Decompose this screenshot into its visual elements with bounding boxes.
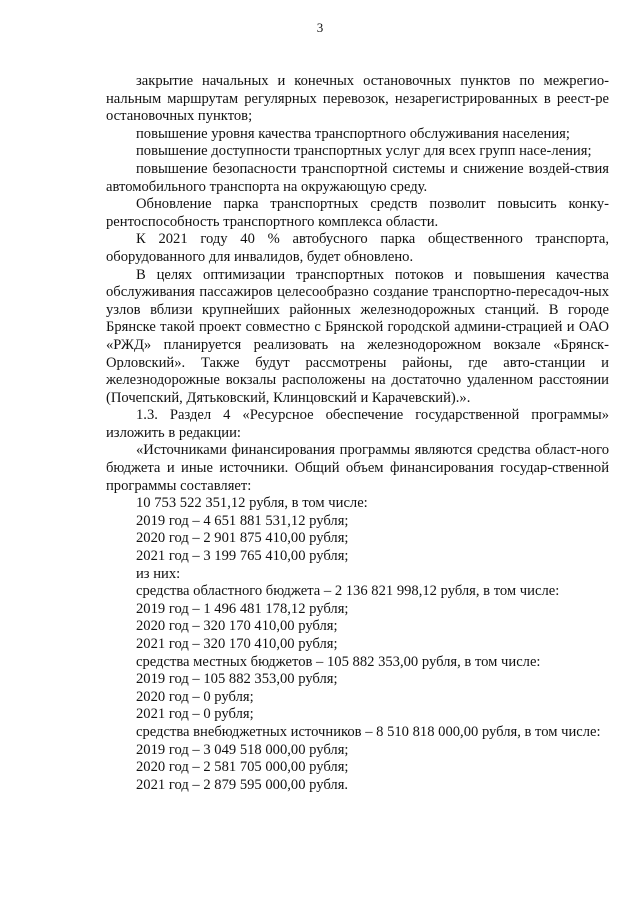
funding-year-line: 2020 год – 0 рубля; xyxy=(136,688,254,705)
funding-year-line: 2019 год – 1 496 481 178,12 рубля; xyxy=(136,600,349,617)
paragraph: 1.3. Раздел 4 «Ресурсное обеспечение государственной программы» изложить в редакции: xyxy=(106,407,609,441)
paragraph: Обновление парка транспортных средств позволит повысить конку-рентоспособность транспортного комплекса области. xyxy=(106,196,609,230)
page-number: 3 xyxy=(316,20,324,35)
funding-source-line: средства местных бюджетов – 105 882 353,00 рубля, в том числе: xyxy=(136,653,541,670)
paragraph: К 2021 году 40 % автобусного парка общественного транспорта, оборудованного для инвалидов, будет обновлено. xyxy=(106,231,609,265)
funding-year-line: 2019 год – 3 049 518 000,00 рубля; xyxy=(136,741,349,758)
funding-year-line: 2021 год – 3 199 765 410,00 рубля; xyxy=(136,548,349,565)
funding-total-line: 10 753 522 351,12 рубля, в том числе: xyxy=(136,495,368,512)
paragraph: закрытие начальных и конечных остановочных пунктов по межрегио-нальным маршрутам регулярных перевозок, незарегистрированных в реест-ре остановочных пунктов; xyxy=(106,73,609,125)
funding-year-line: 2021 год – 0 рубля; xyxy=(136,706,254,723)
document-body xyxy=(106,73,609,794)
funding-year-line: 2020 год – 2 901 875 410,00 рубля; xyxy=(136,530,349,547)
paragraph: «Источниками финансирования программы являются средства област-ного бюджета и иные источники. Общий объем финансирования государ-ственной программы составляет: xyxy=(106,442,609,494)
funding-year-line: 2019 год – 4 651 881 531,12 рубля; xyxy=(136,512,349,529)
paragraph: повышение доступности транспортных услуг для всех групп насе-ления; xyxy=(136,143,592,160)
funding-subheading: из них: xyxy=(136,565,181,582)
paragraph: повышение безопасности транспортной системы и снижение воздей-ствия автомобильного транспорта на окружающую среду. xyxy=(106,160,609,195)
funding-year-line: 2021 год – 320 170 410,00 рубля; xyxy=(136,636,338,652)
funding-source-line: средства внебюджетных источников – 8 510 818 000,00 рубля, в том числе: xyxy=(136,723,601,740)
funding-year-line: 2020 год – 320 170 410,00 рубля; xyxy=(136,618,338,635)
funding-year-line: 2021 год – 2 879 595 000,00 рубля. xyxy=(136,776,349,793)
funding-year-line: 2020 год – 2 581 705 000,00 рубля; xyxy=(136,759,349,776)
paragraph: В целях оптимизации транспортных потоков и повышения качества обслуживания пассажиров целесообразно создание транспортно-пересадоч-ных узлов вблизи крупнейших районных железнодорожных станций. В городе Брянске такой проект совместно с Брянской городской админи-страцией и ОАО «РЖД» планируется реализовать на железнодорожном вокзале «Брянск-Орловский». Также будут рассмотрены районы, где авто-станции и железнодорожные вокзалы расположены на достаточно удаленном расстоянии (Почепский, Дятьковский, Клинцовский и Карачевский).». xyxy=(106,266,609,406)
funding-source-line: средства областного бюджета – 2 136 821 998,12 рубля, в том числе: xyxy=(136,583,560,600)
paragraph: повышение уровня качества транспортного обслуживания населения; xyxy=(136,125,570,142)
funding-year-line: 2019 год – 105 882 353,00 рубля; xyxy=(136,671,338,688)
